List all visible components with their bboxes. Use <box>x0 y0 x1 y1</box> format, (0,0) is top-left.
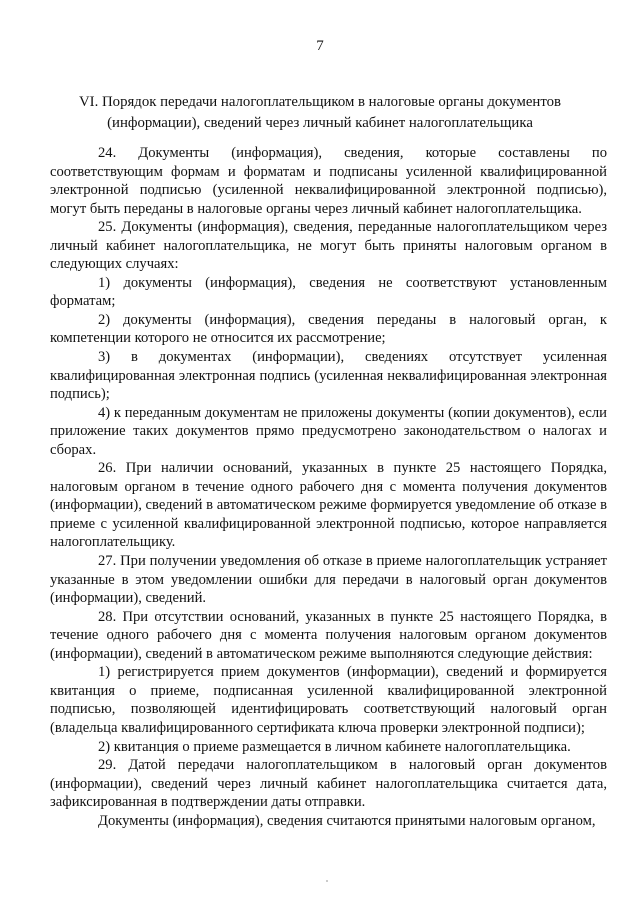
scan-artifact <box>326 880 328 882</box>
document-body <box>50 144 607 830</box>
section-title: VI. Порядок передачи налогоплательщиком в налоговые органы документов (информации), сведений через личный кабинет налогоплательщика <box>78 94 561 131</box>
paragraph-28-item-1: 1) регистрируется прием документов (информации), сведений и формируется квитанция о приеме, подписанная усиленной квалифицированной электронной подписью, позволяющей идентифицировать соответствующий налоговый орган (владельца квалифицированного сертификата ключа проверки электронной подписи); <box>50 664 607 736</box>
paragraph-25-item-3: 3) в документах (информации), сведениях отсутствует усиленная квалифицированная электронная подпись (усиленная неквалифицированная электронная подпись); <box>50 349 607 403</box>
paragraph-25: 25. Документы (информация), сведения, переданные налогоплательщиком через личный кабинет налогоплательщика, не могут быть приняты налоговым органом в следующих случаях: <box>50 219 607 273</box>
paragraph-26: 26. При наличии оснований, указанных в пункте 25 настоящего Порядка, налоговым органом в течение одного рабочего дня с момента получения документов (информации), сведений в автоматическом режиме формируется уведомление об отказе в приеме с усиленной квалифицированной электронной подписью, которое направляется налогоплательщику. <box>50 460 607 551</box>
paragraph-28: 28. При отсутствии оснований, указанных в пункте 25 настоящего Порядка, в течение одного рабочего дня с момента получения налоговым органом документов (информации), сведений в автоматическом режиме выполняются следующие действия: <box>50 608 607 662</box>
page-number: 7 <box>316 38 324 54</box>
paragraph-29: 29. Датой передачи налогоплательщиком в налоговый орган документов (информации), сведений через личный кабинет налогоплательщика считается дата, зафиксированная в подтверждении даты отправки. <box>50 757 607 811</box>
paragraph-25-item-4: 4) к переданным документам не приложены документы (копии документов), если приложение таких документов прямо предусмотрено законодательством о налогах и сборах. <box>50 404 607 458</box>
paragraph-25-item-2: 2) документы (информация), сведения переданы в налоговый орган, к компетенции которого не относится их рассмотрение; <box>50 311 607 347</box>
paragraph-24: 24. Документы (информация), сведения, которые составлены по соответствующим формам и форматам и подписаны усиленной квалифицированной электронной подписью (усиленной неквалифицированной электронной подписью), могут быть переданы в налоговые органы через личный кабинет налогоплательщика. <box>50 145 607 217</box>
paragraph-28-item-2: 2) квитанция о приеме размещается в личном кабинете налогоплательщика. <box>98 738 571 755</box>
paragraph-25-item-1: 1) документы (информация), сведения не соответствуют установленным форматам; <box>50 274 607 310</box>
paragraph-27: 27. При получении уведомления об отказе в приеме налогоплательщик устраняет указанные в этом уведомлении ошибки для передачи в налоговый орган документов (информации), сведений. <box>50 553 607 607</box>
paragraph-continuation: Документы (информация), сведения считаются принятыми налоговым органом, <box>98 812 596 829</box>
